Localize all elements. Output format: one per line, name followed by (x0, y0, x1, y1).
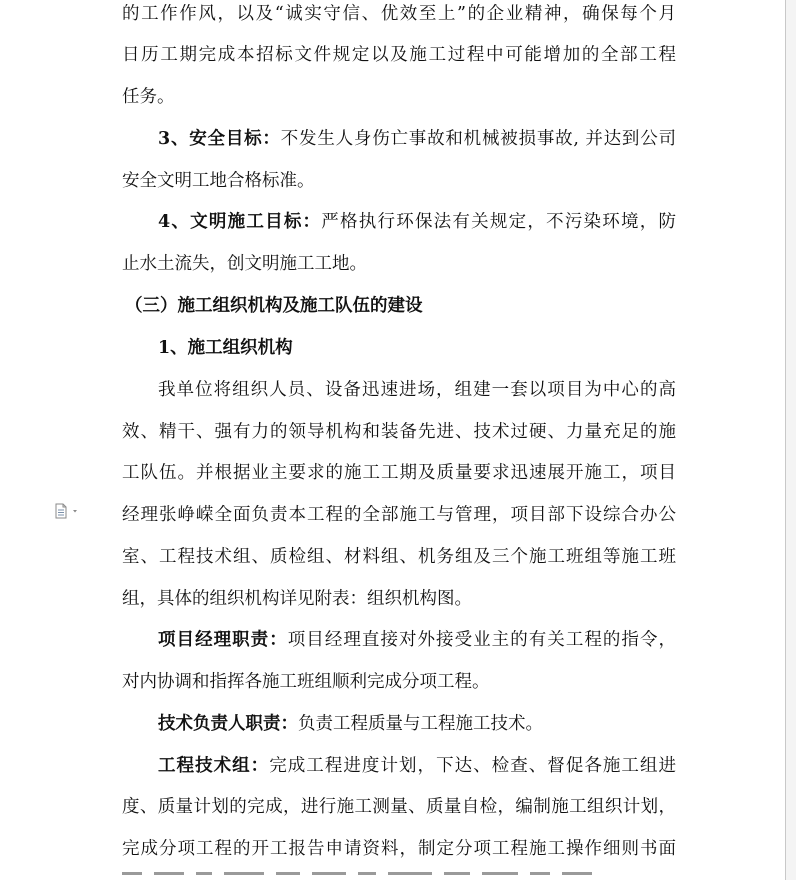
eng-group-duty-text: 完成工程进度计划，下达、检查、督促各施工组进 (269, 756, 677, 776)
text-line: 经理张峥嵘全面负责本工程的全部施工与管理，项目部下设综合办公 (122, 505, 676, 525)
text-line: 止水土流失，创文明施工工地。 (122, 254, 367, 274)
eng-group-duty-line (158, 754, 676, 778)
tech-lead-duty-line (158, 712, 676, 736)
safety-goal-line (158, 127, 676, 151)
subsection-heading: 1、施工组织机构 (158, 338, 293, 358)
document-options-icon[interactable] (54, 503, 82, 519)
text-line: 室、工程技术组、质检组、材料组、机务组及三个施工班组等施工班 (122, 547, 676, 567)
tech-lead-duty-title: 技术负责人职责： (158, 714, 298, 734)
text-line: 工队伍。并根据业主要求的施工工期及质量要求迅速展开施工，项目 (122, 463, 676, 483)
section-heading: （三）施工组织机构及施工队伍的建设 (125, 296, 423, 316)
eng-group-duty-title: 工程技术组： (158, 756, 270, 776)
text-line: 日历工期完成本招标文件规定以及施工过程中可能增加的全部工程 (122, 45, 676, 65)
civil-goal-title: 4、文明施工目标： (158, 212, 322, 232)
pm-duty-line (158, 628, 676, 652)
text-line: 组，具体的组织机构详见附表：组织机构图。 (122, 589, 472, 609)
safety-goal-title: 3、安全目标： (158, 129, 281, 149)
safety-goal-text: 不发生人身伤亡事故和机械被损事故, 并达到公司 (280, 129, 676, 149)
text-line: 效、精干、强有力的领导机构和装备先进、技术过硬、力量充足的施 (122, 422, 676, 442)
text-line: 对内协调和指挥各施工班组顺利完成分项工程。 (122, 672, 490, 692)
text-line: 任务。 (122, 87, 175, 107)
tech-lead-duty-text: 负责工程质量与工程施工技术。 (298, 714, 543, 734)
text-line: 完成分项工程的开工报告申请资料，制定分项工程施工操作细则书面 (122, 839, 676, 859)
text-line: 我单位将组织人员、设备迅速进场，组建一套以项目为中心的高 (158, 380, 676, 400)
civil-goal-text: 严格执行环保法有关规定，不污染环境，防 (321, 212, 676, 232)
civil-goal-line (158, 210, 676, 234)
cut-off-text-line (122, 872, 676, 880)
text-line: 的工作作风，以及“诚实守信、优效至上”的企业精神，确保每个月 (122, 4, 676, 24)
pm-duty-title: 项目经理职责： (158, 630, 288, 650)
text-line: 安全文明工地合格标准。 (122, 171, 315, 191)
text-line: 度、质量计划的完成，进行施工测量、质量自检，编制施工组织计划， (122, 797, 676, 817)
page-edge-shadow (786, 0, 796, 880)
pm-duty-text: 项目经理直接对外接受业主的有关工程的指令， (287, 630, 677, 650)
